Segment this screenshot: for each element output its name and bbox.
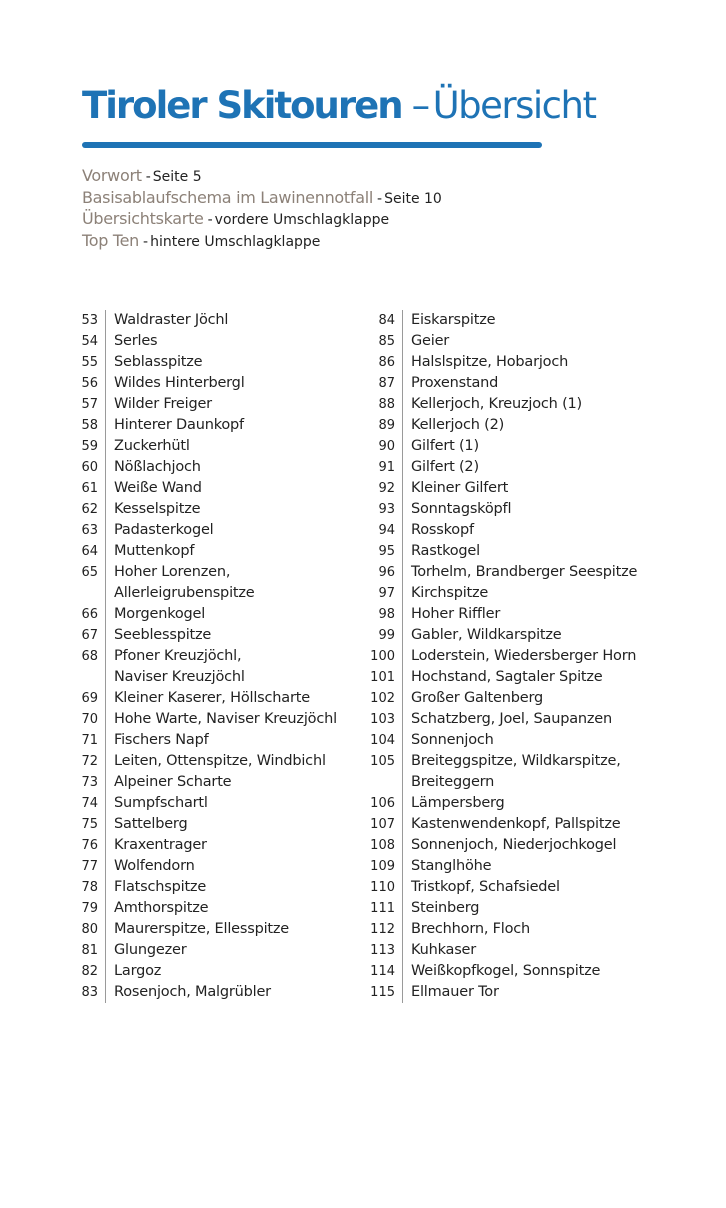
tour-entry: [60, 499, 360, 520]
tour-entry: [362, 793, 702, 814]
tour-number: 57: [60, 394, 106, 415]
toc-sep: -: [145, 169, 151, 185]
tour-name: Hoher Lorenzen,: [114, 564, 231, 580]
tour-entry: [362, 856, 702, 877]
tour-entry: [60, 709, 360, 730]
tour-entry: [362, 961, 702, 982]
tour-name: Geier: [411, 333, 450, 349]
tour-entry: [362, 520, 702, 541]
toc-page: hintere Umschlagklappe: [150, 233, 321, 250]
tour-entry: [60, 436, 360, 457]
tour-entry: [60, 877, 360, 898]
tour-entry: [60, 562, 360, 583]
tour-name: Sonntagsköpfl: [411, 501, 512, 517]
tour-number: 58: [60, 415, 106, 436]
tour-number: 101: [362, 667, 403, 688]
tour-number: 64: [60, 541, 106, 562]
tour-entry: [60, 688, 360, 709]
tour-entry: [362, 877, 702, 898]
tour-list-right: [362, 310, 702, 1003]
tour-name: Amthorspitze: [114, 900, 209, 916]
tour-name: Gabler, Wildkarspitze: [411, 627, 562, 643]
tour-name: Kesselspitze: [114, 501, 201, 517]
tour-name: Glungezer: [114, 942, 187, 958]
title-main: Tiroler Skitouren: [82, 84, 402, 127]
tour-name: Kellerjoch, Kreuzjoch (1): [411, 396, 583, 412]
tour-name: Zuckerhütl: [114, 438, 190, 454]
tour-name: Pfoner Kreuzjöchl,: [114, 648, 242, 664]
tour-entry: [362, 772, 702, 793]
tour-entry: [60, 604, 360, 625]
tour-name: Rastkogel: [411, 543, 480, 559]
tour-entry: [60, 394, 360, 415]
tour-number: 108: [362, 835, 403, 856]
tour-entry: [60, 520, 360, 541]
tour-number: [362, 772, 403, 793]
tour-number: 91: [362, 457, 403, 478]
tour-number: 74: [60, 793, 106, 814]
tour-number: 113: [362, 940, 403, 961]
tour-name: Muttenkopf: [114, 543, 195, 559]
tour-number: 72: [60, 751, 106, 772]
toc-sep: -: [377, 190, 383, 207]
tour-name: Breiteggspitze, Wildkarspitze,: [411, 753, 621, 769]
tour-entry: [362, 478, 702, 499]
tour-entry: [362, 688, 702, 709]
tour-name: Breiteggern: [411, 774, 495, 790]
tour-entry: [362, 625, 702, 646]
tour-name: Kleiner Gilfert: [411, 480, 509, 496]
tour-name: Padasterkogel: [114, 522, 214, 538]
tour-number: 81: [60, 940, 106, 961]
tour-name: Largoz: [114, 963, 162, 979]
toc-item[interactable]: [82, 231, 442, 253]
tour-number: 110: [362, 877, 403, 898]
tour-name: Rosenjoch, Malgrübler: [114, 984, 271, 1000]
tour-entry: [362, 394, 702, 415]
tour-entry: [362, 646, 702, 667]
tour-entry: [362, 352, 702, 373]
tour-name: Waldraster Jöchl: [114, 312, 229, 328]
tour-name: Kuhkaser: [411, 942, 477, 958]
tour-entry: [60, 310, 360, 331]
tour-number: 86: [362, 352, 403, 373]
tour-number: 95: [362, 541, 403, 562]
tour-entry: [60, 541, 360, 562]
tour-name: Sumpfschartl: [114, 795, 208, 811]
tour-entry: [60, 730, 360, 751]
tour-name: Tristkopf, Schafsiedel: [411, 879, 560, 895]
tour-name: Kleiner Kaserer, Höllscharte: [114, 690, 310, 706]
tour-number: 83: [60, 982, 106, 1003]
tour-number: 76: [60, 835, 106, 856]
tour-number: 100: [362, 646, 403, 667]
tour-name: Hinterer Daunkopf: [114, 417, 244, 433]
toc-sep: -: [207, 212, 213, 228]
tour-name: Wilder Freiger: [114, 396, 212, 412]
tour-number: 102: [362, 688, 403, 709]
title-sub: Übersicht: [432, 84, 596, 127]
tour-number: 82: [60, 961, 106, 982]
tour-entry: [60, 352, 360, 373]
tour-name: Schatzberg, Joel, Saupanzen: [411, 711, 612, 727]
tour-name: Seblasspitze: [114, 354, 203, 370]
tour-number: 99: [362, 625, 403, 646]
tour-name: Torhelm, Brandberger Seespitze: [411, 564, 638, 580]
tour-entry: [60, 415, 360, 436]
tour-number: 114: [362, 961, 403, 982]
tour-number: 109: [362, 856, 403, 877]
tour-entry: [362, 604, 702, 625]
tour-number: 115: [362, 982, 403, 1003]
tour-name: Rosskopf: [411, 522, 474, 538]
tour-number: 71: [60, 730, 106, 751]
tour-entry: [60, 898, 360, 919]
tour-name: Kraxentrager: [114, 837, 207, 853]
tour-number: 63: [60, 520, 106, 541]
toc-label: Basisablaufschema im Lawinennotfall: [82, 187, 374, 207]
tour-number: 79: [60, 898, 106, 919]
tour-entry: [60, 457, 360, 478]
tour-entry: [362, 940, 702, 961]
tour-number: 85: [362, 331, 403, 352]
tour-name: Proxenstand: [411, 375, 499, 391]
tour-number: 53: [60, 310, 106, 331]
tour-number: 105: [362, 751, 403, 772]
tour-entry: [362, 814, 702, 835]
tour-name: Wildes Hinterbergl: [114, 375, 245, 391]
tour-entry: [60, 625, 360, 646]
tour-entry: [362, 709, 702, 730]
tour-number: 112: [362, 919, 403, 940]
tour-name: Großer Galtenberg: [411, 690, 543, 706]
tour-number: 60: [60, 457, 106, 478]
tour-entry: [362, 310, 702, 331]
tour-number: 68: [60, 646, 106, 667]
tour-name: Kirchspitze: [411, 585, 489, 601]
tour-name: Steinberg: [411, 900, 480, 916]
tour-number: 106: [362, 793, 403, 814]
tour-number: 107: [362, 814, 403, 835]
toc-item[interactable]: [82, 188, 442, 210]
toc-page: Seite 10: [384, 190, 442, 207]
tour-entry: [60, 772, 360, 793]
tour-number: 61: [60, 478, 106, 499]
tour-number: 96: [362, 562, 403, 583]
tour-name: Gilfert (1): [411, 438, 479, 454]
tour-entry: [362, 835, 702, 856]
tour-entry: [60, 814, 360, 835]
tour-number: 90: [362, 436, 403, 457]
tour-number: 97: [362, 583, 403, 604]
tour-entry: [60, 373, 360, 394]
tour-number: 93: [362, 499, 403, 520]
tour-entry: [362, 919, 702, 940]
tour-list-left: [60, 310, 360, 1003]
tour-number: 55: [60, 352, 106, 373]
tour-name: Hohe Warte, Naviser Kreuzjöchl: [114, 711, 337, 727]
tour-name: Gilfert (2): [411, 459, 479, 475]
tour-number: 69: [60, 688, 106, 709]
tour-number: 77: [60, 856, 106, 877]
tour-entry: [60, 919, 360, 940]
tour-entry: [60, 961, 360, 982]
tour-number: 94: [362, 520, 403, 541]
tour-entry: [60, 856, 360, 877]
tour-name: Hochstand, Sagtaler Spitze: [411, 669, 603, 685]
tour-entry: [362, 583, 702, 604]
tour-name: Fischers Napf: [114, 732, 209, 748]
tour-name: Ellmauer Tor: [411, 984, 499, 1000]
tour-number: 56: [60, 373, 106, 394]
tour-name: Alpeiner Scharte: [114, 774, 232, 790]
tour-number: [60, 667, 106, 688]
tour-entry: [362, 898, 702, 919]
tour-entry: [60, 751, 360, 772]
tour-number: 65: [60, 562, 106, 583]
tour-number: 70: [60, 709, 106, 730]
toc-sep: -: [143, 233, 149, 250]
tour-entry: [362, 499, 702, 520]
tour-number: 104: [362, 730, 403, 751]
tour-name: Loderstein, Wiedersberger Horn: [411, 648, 637, 664]
tour-entry: [362, 415, 702, 436]
page-title: [82, 82, 595, 130]
tour-number: 111: [362, 898, 403, 919]
tour-entry: [362, 373, 702, 394]
toc-label: Übersichtskarte: [82, 209, 204, 228]
tour-number: 84: [362, 310, 403, 331]
tour-entry: [362, 730, 702, 751]
tour-entry: [60, 667, 360, 688]
toc-label: Top Ten: [82, 230, 140, 250]
tour-name: Weißkopfkogel, Sonnspitze: [411, 963, 601, 979]
tour-number: 92: [362, 478, 403, 499]
tour-name: Maurerspitze, Ellesspitze: [114, 921, 290, 937]
tour-entry: [60, 331, 360, 352]
tour-number: 75: [60, 814, 106, 835]
tour-name: Flatschspitze: [114, 879, 207, 895]
tour-name: Leiten, Ottenspitze, Windbichl: [114, 753, 326, 769]
tour-number: 80: [60, 919, 106, 940]
tour-entry: [362, 562, 702, 583]
tour-entry: [60, 940, 360, 961]
tour-name: Sonnenjoch, Niederjochkogel: [411, 837, 617, 853]
tour-name: Sattelberg: [114, 816, 188, 832]
tour-number: 54: [60, 331, 106, 352]
title-dash: –: [411, 84, 429, 127]
tour-name: Naviser Kreuzjöchl: [114, 669, 245, 685]
tour-name: Wolfendorn: [114, 858, 195, 874]
tour-entry: [60, 646, 360, 667]
tour-entry: [362, 982, 702, 1003]
tour-number: 66: [60, 604, 106, 625]
toc-item[interactable]: [82, 166, 442, 188]
tour-entry: [362, 541, 702, 562]
tour-name: Eiskarspitze: [411, 312, 496, 328]
toc-page: vordere Umschlagklappe: [214, 212, 390, 228]
tour-entry: [362, 667, 702, 688]
tour-number: 103: [362, 709, 403, 730]
tour-number: 59: [60, 436, 106, 457]
tour-entry: [362, 457, 702, 478]
tour-entry: [362, 436, 702, 457]
tour-name: Weiße Wand: [114, 480, 202, 496]
toc-label: Vorwort: [82, 166, 142, 185]
tour-name: Lämpersberg: [411, 795, 505, 811]
tour-name: Allerleigrubenspitze: [114, 585, 255, 601]
tour-number: 67: [60, 625, 106, 646]
tour-name: Nößlachjoch: [114, 459, 201, 475]
tour-name: Sonnenjoch: [411, 732, 494, 748]
tour-number: 62: [60, 499, 106, 520]
tour-number: 98: [362, 604, 403, 625]
tour-name: Morgenkogel: [114, 606, 206, 622]
tour-name: Kellerjoch (2): [411, 417, 505, 433]
toc-list: [82, 166, 442, 252]
tour-entry: [362, 331, 702, 352]
tour-name: Stanglhöhe: [411, 858, 492, 874]
tour-entry: [60, 835, 360, 856]
toc-page: Seite 5: [152, 169, 202, 185]
tour-entry: [60, 583, 360, 604]
tour-name: Serles: [114, 333, 158, 349]
tour-entry: [60, 982, 360, 1003]
tour-number: 89: [362, 415, 403, 436]
tour-entry: [362, 751, 702, 772]
tour-number: [60, 583, 106, 604]
tour-entry: [60, 793, 360, 814]
tour-name: Hoher Riffler: [411, 606, 501, 622]
title-underline: [82, 142, 542, 148]
toc-item[interactable]: [82, 209, 442, 231]
tour-number: 73: [60, 772, 106, 793]
tour-name: Seeblesspitze: [114, 627, 212, 643]
tour-number: 88: [362, 394, 403, 415]
tour-number: 78: [60, 877, 106, 898]
tour-name: Kastenwendenkopf, Pallspitze: [411, 816, 621, 832]
tour-name: Halslspitze, Hobarjoch: [411, 354, 569, 370]
tour-name: Brechhorn, Floch: [411, 921, 531, 937]
tour-entry: [60, 478, 360, 499]
tour-number: 87: [362, 373, 403, 394]
